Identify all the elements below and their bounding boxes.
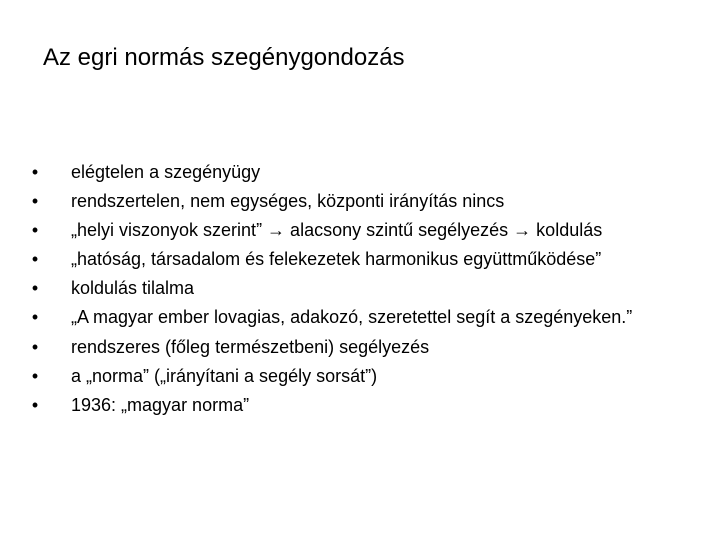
bullet-text: elégtelen a szegényügy bbox=[71, 162, 261, 182]
bullet-icon: • bbox=[31, 249, 39, 269]
bullet-text: rendszeres (főleg természetbeni) segélyezés bbox=[71, 337, 430, 357]
bullet-text: 1936: „magyar norma” bbox=[71, 395, 250, 415]
bullet-icon: • bbox=[31, 337, 39, 357]
bullet-icon: • bbox=[31, 191, 39, 211]
slide-title: Az egri normás szegénygondozás bbox=[43, 44, 405, 71]
bullet-icon: • bbox=[31, 307, 39, 327]
bullet-icon: • bbox=[31, 220, 39, 240]
bullet-item bbox=[28, 160, 688, 185]
bullet-item bbox=[28, 218, 688, 243]
bullet-icon: • bbox=[31, 395, 39, 415]
bullet-list bbox=[28, 160, 688, 422]
bullet-item bbox=[28, 189, 688, 214]
bullet-icon: • bbox=[31, 278, 39, 298]
bullet-text: „hatóság, társadalom és felekezetek harmonikus együttműködése” bbox=[71, 249, 602, 269]
bullet-item bbox=[28, 393, 688, 418]
bullet-item bbox=[28, 247, 688, 272]
bullet-item bbox=[28, 364, 688, 389]
bullet-item bbox=[28, 276, 688, 301]
bullet-text: „A magyar ember lovagias, adakozó, szeretettel segít a szegényeken.” bbox=[71, 307, 633, 327]
bullet-icon: • bbox=[31, 162, 39, 182]
bullet-text: koldulás tilalma bbox=[71, 278, 195, 298]
bullet-text: a „norma” („irányítani a segély sorsát”) bbox=[71, 366, 378, 386]
bullet-text: „helyi viszonyok szerint” → alacsony szintű segélyezés → koldulás bbox=[71, 220, 603, 240]
bullet-item bbox=[28, 335, 688, 360]
bullet-text: rendszertelen, nem egységes, központi irányítás nincs bbox=[71, 191, 505, 211]
bullet-icon: • bbox=[31, 366, 39, 386]
bullet-item bbox=[28, 305, 688, 330]
